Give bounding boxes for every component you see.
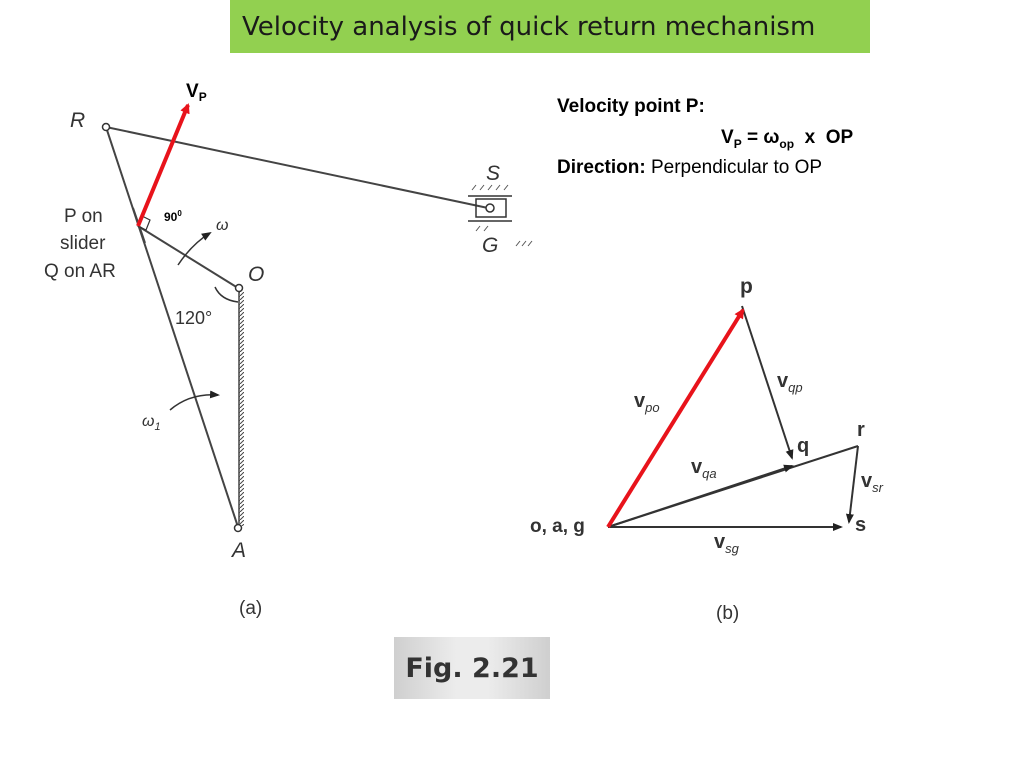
right-angle-label: $90^0$	[164, 209, 182, 224]
label-O: O	[248, 263, 265, 286]
vp-vector	[138, 105, 188, 226]
point-s-label: s	[855, 514, 867, 536]
point-r-label: r	[857, 419, 865, 441]
mechanism-figure-a	[44, 81, 532, 619]
velocity-diagram-figure-b	[530, 275, 884, 624]
label-p-on: P on	[64, 206, 103, 227]
label-slider: slider	[60, 233, 106, 254]
omega1-arrow	[170, 395, 218, 410]
origin-label: o, a, g	[530, 516, 585, 537]
angle-arc-120	[215, 287, 238, 302]
joint-R	[103, 124, 110, 131]
crank-OP	[138, 226, 238, 288]
joint-A	[235, 525, 242, 532]
direction-line: Direction: Perpendicular to OP	[557, 157, 823, 178]
vp-label: $V_P$	[186, 81, 207, 104]
label-R: R	[70, 109, 86, 132]
label-q-on-ar: Q on AR	[44, 261, 116, 282]
label-vpo: $v_{po}$	[634, 390, 660, 415]
label-G: G	[482, 234, 499, 257]
vector-vsr	[849, 446, 858, 522]
slider-S	[468, 185, 532, 246]
label-vsr: $v_{sr}$	[861, 470, 883, 495]
label-vsg: $v_{sg}$	[714, 531, 739, 556]
label-omega1: $\omega_1$	[142, 413, 161, 433]
velocity-heading: Velocity point P:	[557, 96, 705, 117]
label-vqp: $v_{qp}$	[777, 370, 803, 395]
point-q-label: q	[797, 435, 810, 457]
slide-title: Velocity analysis of quick return mechanism	[242, 11, 816, 42]
caption-b: (b)	[716, 603, 740, 624]
figure-caption: Fig. 2.21	[394, 637, 550, 699]
velocity-formula: $V_P = \omega_{op}$ x OP	[721, 127, 854, 151]
link-AR	[106, 127, 238, 527]
point-p-label: p	[740, 275, 753, 298]
vector-vpo	[608, 310, 743, 527]
label-S: S	[486, 162, 501, 185]
caption-a: (a)	[239, 598, 263, 619]
label-120: 120°	[175, 308, 213, 328]
joint-O	[236, 285, 243, 292]
label-omega: ω	[216, 217, 229, 234]
label-A: A	[232, 539, 247, 562]
label-vqa: $v_{qa}$	[691, 456, 717, 481]
